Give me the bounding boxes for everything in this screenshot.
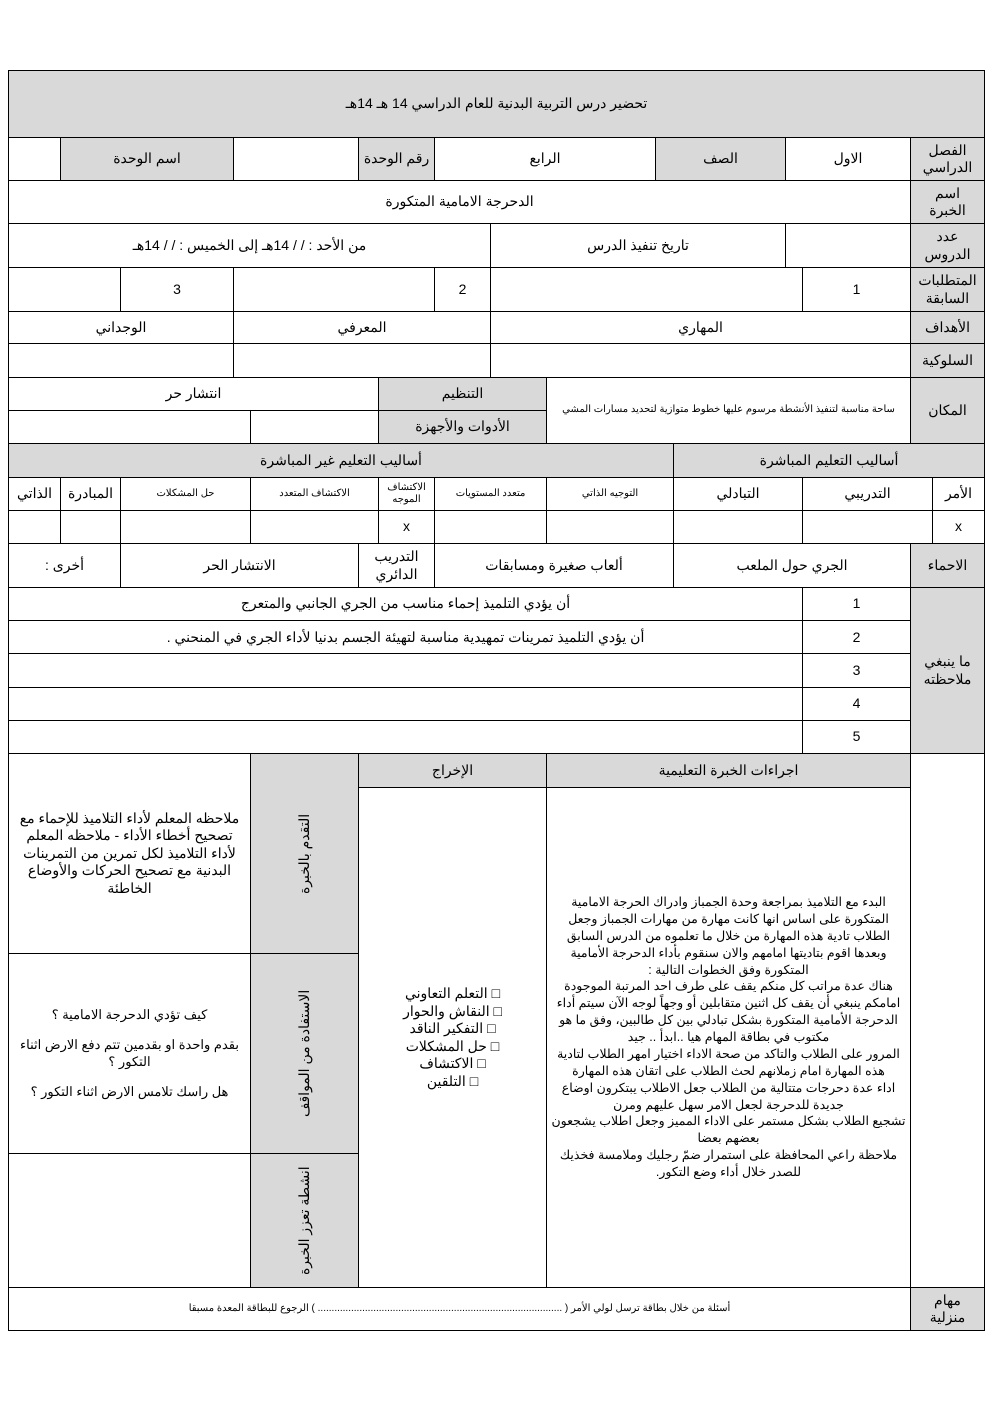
output-option[interactable]: □ التفكير الناقد xyxy=(409,1020,496,1036)
experience-name: الدحرجة الامامية المتكورة xyxy=(8,180,911,224)
organization-value: انتشار حر xyxy=(8,377,379,411)
prereq-text-1 xyxy=(490,267,803,312)
activities-label: انشطة تعزز الخبرة xyxy=(250,1153,359,1288)
progress-text: ملاحظه المعلم لأداء التلاميذ للإحماء مع تصحيح أخطاء الأداء - ملاحظه المعلم لأداء التلاميذ لكل تمرين من التمرينات البدنية مع تصحيح الحركات والأوضاع الخاطئة xyxy=(8,753,251,954)
observe-row-text: أن يؤدي التلميذ تمرينات تمهيدية مناسبة لتهيئة الجسم بدنيا لأداء الجري في المنحني . xyxy=(8,620,803,654)
objective-affective-value xyxy=(8,343,234,378)
indirect-methods-header: أساليب التعليم غير المباشرة xyxy=(8,443,674,478)
output-header: الإخراج xyxy=(358,753,547,788)
unit-number-value xyxy=(233,137,359,181)
method-label: الاكتشاف الموجه xyxy=(378,477,435,511)
activities-text xyxy=(8,1153,251,1288)
warmup-item: الانتشار الحر xyxy=(120,543,359,588)
benefit-label: الاستفادة من المواقف xyxy=(250,953,359,1154)
benefit-questions xyxy=(8,953,251,1154)
unit-name-label: اسم الوحدة xyxy=(60,137,234,181)
procedures-header: اجراءات الخبرة التعليمية xyxy=(546,753,911,788)
prereq-number-3: 3 xyxy=(120,267,234,312)
objective-cognitive-label: المعرفي xyxy=(233,311,491,344)
semester-label: الفصل الدراسي xyxy=(910,137,985,181)
method-checkbox xyxy=(802,510,933,544)
tools-label: الأدوات والأجهزة xyxy=(378,410,547,444)
unit-number-label: رقم الوحدة xyxy=(358,137,435,181)
observe-row-number: 1 xyxy=(802,587,911,621)
grade-value: الرابع xyxy=(434,137,656,181)
experience-label: اسم الخبرة xyxy=(910,180,985,224)
prereq-number-2: 2 xyxy=(434,267,491,312)
prerequisites-label: المتطلبات السابقة xyxy=(910,267,985,312)
unit-name-value xyxy=(8,137,61,181)
homework-label: مهام منزلية xyxy=(910,1287,985,1331)
organization-label: التنظيم xyxy=(378,377,547,411)
method-label: الذاتي xyxy=(8,477,61,511)
place-label: المكان xyxy=(910,377,985,444)
method-label: متعدد المستويات xyxy=(434,477,547,511)
observe-row-number: 3 xyxy=(802,653,911,687)
question: بقدم واحدة او بقدمين تتم دفع الارض اثناء التكور ؟ xyxy=(20,1037,239,1069)
progress-label: التقدم بالخبرة xyxy=(250,753,359,954)
warmup-item: أخرى : xyxy=(8,543,121,588)
warmup-label: الاحماء xyxy=(910,543,985,588)
observe-row-number: 4 xyxy=(802,687,911,721)
lessons-count-value xyxy=(785,223,911,268)
lesson-date-label: تاريخ تنفيذ الدرس xyxy=(490,223,786,268)
lesson-date-value: من الأحد : / / 14هـ إلى الخميس : / / 14هـ xyxy=(8,223,491,268)
observe-row-text: أن يؤدي التلميذ إحماء مناسب من الجري الجانبي والمتعرج xyxy=(8,587,803,621)
method-label: الأمر xyxy=(932,477,985,511)
homework-text: أسئلة من خلال بطاقة ترسل لولي الأمر ( ........................................................................................ ) الرجوع للبطاقة المعدة مسبقا xyxy=(8,1287,911,1331)
output-option[interactable]: □ النقاش والحوار xyxy=(403,1002,502,1019)
direct-methods-header: أساليب التعليم المباشرة xyxy=(673,443,985,478)
objective-skill-label: المهاري xyxy=(490,311,911,344)
prereq-number-1: 1 xyxy=(802,267,911,312)
method-checkbox xyxy=(120,510,251,544)
objective-affective-label: الوجداني xyxy=(8,311,234,344)
blank-column xyxy=(910,753,985,1288)
method-checkbox xyxy=(434,510,547,544)
question: هل راسك تلامس الارض اثناء التكور ؟ xyxy=(30,1083,229,1099)
method-label: الاكتشاف المتعدد xyxy=(250,477,379,511)
observe-row-number: 5 xyxy=(802,720,911,754)
objectives-label: الأهداف xyxy=(910,311,985,344)
objective-skill-value xyxy=(490,343,911,378)
method-checkbox xyxy=(8,510,61,544)
method-checkbox xyxy=(673,510,803,544)
method-label: التدريبي xyxy=(802,477,933,511)
output-option[interactable]: □ التلقين xyxy=(426,1072,479,1089)
output-option[interactable]: □ حل المشكلات xyxy=(405,1037,500,1054)
method-checkbox: x xyxy=(378,510,435,544)
method-label: التبادلي xyxy=(673,477,803,511)
prereq-text-3 xyxy=(8,267,121,312)
observe-row-number: 2 xyxy=(802,620,911,654)
lessons-count-label: عدد الدروس xyxy=(910,223,985,268)
observe-row-text xyxy=(8,653,803,687)
method-checkbox xyxy=(546,510,674,544)
observe-label: ما ينبغي ملاحظته xyxy=(910,587,985,754)
tools-value-2 xyxy=(8,410,251,444)
page-title: تحضير درس التربية البدنية للعام الدراسي 14 هـ 14هـ xyxy=(8,70,985,138)
method-checkbox xyxy=(60,510,121,544)
output-list xyxy=(358,787,547,1288)
place-value: ساحة مناسبة لتنفيذ الأنشطة مرسوم عليها خطوط متوازية لتحديد مسارات المشي xyxy=(546,377,911,444)
method-checkbox xyxy=(250,510,379,544)
method-checkbox: x xyxy=(932,510,985,544)
grade-label: الصف xyxy=(655,137,786,181)
output-option[interactable]: □ التعلم التعاوني xyxy=(404,985,501,1001)
observe-row-text xyxy=(8,687,803,721)
method-label: المبادرة xyxy=(60,477,121,511)
procedures-text: البدء مع التلاميذ بمراجعة وحدة الجمباز وادراك الحرجة الامامية المتكورة على اساس انها كانت مهارة من مهارات الجمباز وجعل الطلاب تادية هذه المهارة من خلال ما تعلموه من الدرس السابق وبعدها اقوم بتاديتها امامهم والان سنقوم بأداء الدحرجة الأمامية المتكورة وفق الخطوات التالية : هناك عدة مراتب كل منكم يقف على طرف احد المرتبة الموجودة امامكم ينبغي أن يقف كل اثنين متقابلين أو وجهاً لوجه الآن سيتم أداء الدحرجة الأمامية المتكورة بشكل تبادلي بين كل طالبين، وفق ما هو مكتوب في بطاقة المهام هيا ..ابدأ .. جيد المرور على الطلاب والتاكد من صحة الاداء اختيار امهر الطلاب لتادية هذه المهارة امام زملانهم لحث الطلاب على اتقان هذه المهارة اداء عدة دحرجات متتالية من الطلاب جعل الاطلاب يبتكرون اوضاع جديدة للدحرجة لجعل الامر سهل عليهم ومرن تشجيع الطلاب بشكل مستمر على الاداء المميز وجعل اطلاب يشجعون بعضهم بعضا ملاحظة راعي المحافظة على استمرار ضمّ رجليك وملامسة فخذيك للصدر خلال أداء وضع التكور. xyxy=(546,787,911,1288)
warmup-item: الجري حول الملعب xyxy=(673,543,911,588)
behavioral-label: السلوكية xyxy=(910,343,985,378)
prereq-text-2 xyxy=(233,267,435,312)
method-label: حل المشكلات xyxy=(120,477,251,511)
tools-value-1 xyxy=(250,410,379,444)
output-option[interactable]: □ الاكتشاف xyxy=(419,1055,486,1071)
objective-cognitive-value xyxy=(233,343,491,378)
warmup-item: التدريب الدائري xyxy=(358,543,435,588)
method-label: التوجيه الذاتي xyxy=(546,477,674,511)
question: كيف تؤدي الدحرجة الامامية ؟ xyxy=(51,1007,208,1022)
semester-value: الاول xyxy=(785,137,911,181)
warmup-item: ألعاب صغيرة ومسابقات xyxy=(434,543,674,588)
observe-row-text xyxy=(8,720,803,754)
